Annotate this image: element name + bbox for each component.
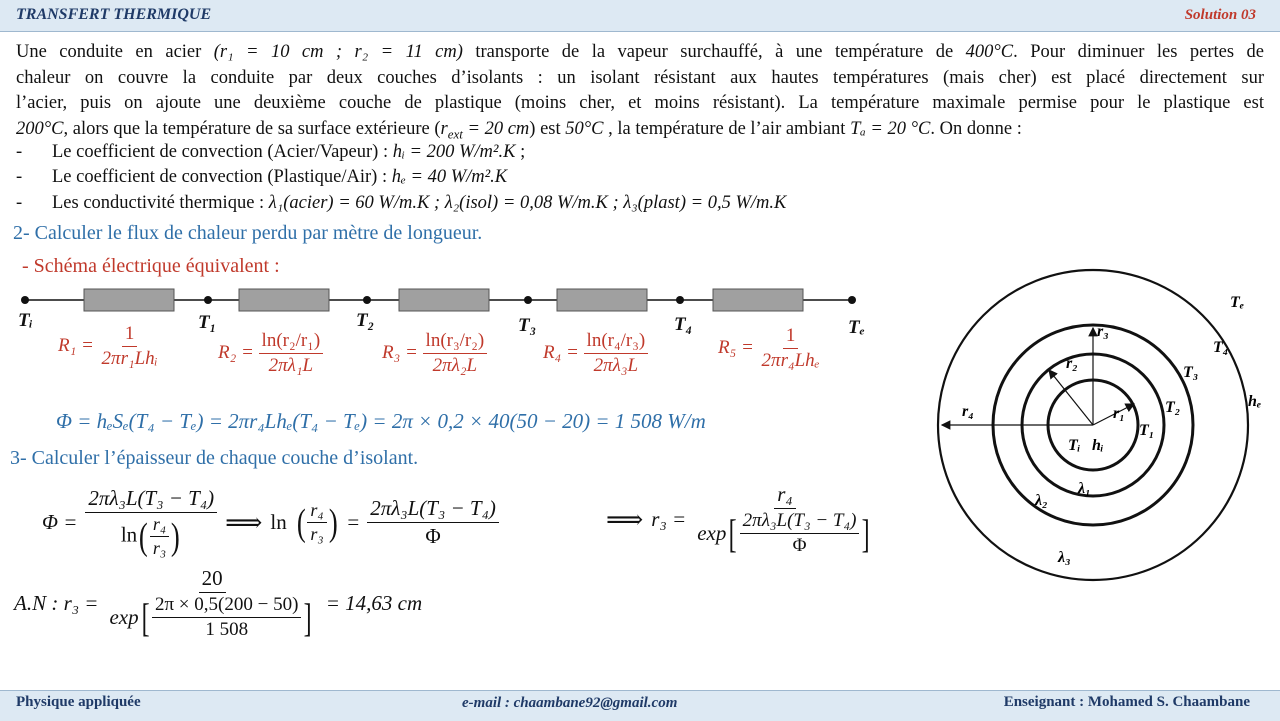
given-label: Le coefficient de convection (Plastique/Air) :	[52, 167, 392, 187]
formula-lhs: R₄ =	[543, 341, 579, 363]
ambient-temperature: Tₐ = 20 °C	[850, 118, 931, 139]
node-t2	[363, 296, 371, 304]
label-r2: r₂	[1066, 355, 1078, 372]
footer-teacher: Enseignant : Mohamed S. Chaambane	[1003, 694, 1250, 710]
implies-arrow: ⟹	[606, 504, 644, 534]
inner-den: 1 508	[205, 619, 249, 640]
statement-text: , alors que la température de sa surface extérieure (	[63, 118, 441, 139]
r-ext-value: = 20 cm	[462, 118, 530, 139]
label-he: hₑ	[1248, 393, 1262, 410]
label-t3: T₃	[1183, 364, 1199, 381]
exp-text: exp	[109, 605, 139, 629]
bullet-dash: -	[16, 193, 23, 213]
r3-den	[694, 509, 876, 557]
formula-r5	[718, 325, 823, 372]
node-label-t2: T₂	[356, 310, 375, 331]
r4-symbol: r₄	[307, 500, 326, 523]
given-value: λ₁(acier) = 60 W/m.K ; λ₂(isol) = 0,08 W/m.K ; λ₃(plast) = 0,5 W/m.K	[268, 193, 787, 213]
an-num: 20	[199, 566, 226, 593]
node-t4	[676, 296, 684, 304]
formula-r1	[58, 323, 161, 370]
label-lambda1: λ₁	[1078, 480, 1091, 497]
ln-text: ln	[270, 510, 287, 534]
derivation-num: 2πλ₃L(T₃ − T₄)	[367, 496, 499, 523]
footer-subject: Physique appliquée	[16, 694, 141, 710]
node-label-t4: T₄	[674, 314, 693, 335]
given-tail: ;	[515, 142, 526, 162]
implies-arrow: ⟹	[225, 507, 263, 537]
steam-temperature: 400°C	[965, 42, 1014, 62]
node-te	[848, 296, 856, 304]
max-plastic-temperature: 200°C	[16, 118, 64, 139]
statement-line-1	[16, 40, 1264, 66]
problem-statement	[16, 40, 1264, 147]
inner-num: 2π × 0,5(200 − 50)	[152, 594, 301, 618]
statement-text: . On donne :	[930, 118, 1022, 139]
an-label: A.N : r₃ =	[14, 591, 99, 615]
equals-sign: =	[347, 510, 360, 534]
r-ext-subscript: ext	[447, 126, 463, 142]
paren-close: )	[170, 515, 180, 558]
statement-line-3: l’acier, puis on ajoute une deuxième couche de plastique (moins cher, et moins résistant). La température maximale permise pour le plastique est	[16, 93, 1264, 113]
r4-symbol: r₄	[150, 514, 169, 537]
formula-lhs: R₁ =	[58, 334, 94, 356]
label-te: Tₑ	[1230, 294, 1245, 311]
label-t4: T₄	[1213, 339, 1229, 356]
exp-text: exp	[697, 521, 727, 545]
given-value: hᵢ = 200 W/m².K	[392, 142, 516, 162]
derivation-den: Φ	[425, 524, 441, 548]
formula-r2	[218, 330, 323, 377]
node-t3	[524, 296, 532, 304]
derivation-equation	[42, 486, 499, 559]
cylinder-cross-section	[930, 260, 1270, 590]
solution-number: Solution 03	[1184, 7, 1256, 23]
given-label: Les conductivité thermique :	[52, 193, 269, 213]
inner-den: Φ	[792, 535, 807, 556]
node-ti	[21, 296, 29, 304]
label-r4: r₄	[962, 403, 974, 420]
formula-lhs: R₅ =	[718, 336, 754, 358]
paren-close: )	[328, 501, 338, 544]
formula-num: ln(r₂/r₁)	[259, 330, 324, 354]
statement-text: , la température de l’air ambiant	[603, 118, 851, 139]
r3-num: r₄	[774, 482, 795, 509]
r3-symbol: r₃	[152, 538, 167, 558]
bullet-dash: -	[16, 142, 23, 162]
formula-den: 2πr₁Lhᵢ	[101, 348, 158, 369]
formula-num: 1	[783, 325, 799, 349]
derivation-num: 2πλ₃L(T₃ − T₄)	[85, 486, 217, 513]
label-hi: hᵢ	[1092, 437, 1104, 454]
given-label: Le coefficient de convection (Acier/Vapeur) :	[52, 142, 393, 162]
bullet-dash: -	[16, 167, 23, 187]
formula-den: 2πλ₁L	[268, 355, 314, 376]
footer-email: e-mail : chaambane92@gmail.com	[462, 695, 678, 711]
formula-num: ln(r₄/r₃)	[584, 330, 649, 354]
equivalent-circuit	[0, 280, 900, 320]
node-label-t3: T₃	[518, 315, 537, 336]
given-item-hi	[16, 142, 525, 163]
node-label-te: Tₑ	[848, 317, 865, 338]
r3-expression	[606, 482, 876, 557]
phi-lhs: Φ =	[42, 510, 78, 534]
flux-equation: Φ = hₑSₑ(T₄ − Tₑ) = 2πr₄Lhₑ(T₄ − Tₑ) = 2π × 0,2 × 40(50 − 20) = 1 508 W/m	[56, 409, 706, 433]
formula-lhs: R₃ =	[382, 341, 418, 363]
an-result: = 14,63 cm	[325, 591, 423, 615]
bracket-close: ]	[304, 594, 313, 640]
label-ti: Tᵢ	[1068, 437, 1081, 454]
formula-den: 2πr₄Lhₑ	[761, 350, 820, 371]
given-item-he	[16, 167, 507, 188]
schema-title: - Schéma électrique équivalent :	[22, 255, 280, 277]
formula-num: ln(r₃/r₂)	[423, 330, 488, 354]
r3-symbol: r₃	[310, 524, 324, 544]
formula-r4	[543, 330, 648, 377]
resistor-r1	[84, 289, 174, 311]
resistor-r2	[239, 289, 329, 311]
question-3: 3- Calculer l’épaisseur de chaque couche d’isolant.	[10, 447, 419, 469]
node-label-ti: Tᵢ	[18, 310, 33, 331]
label-lambda3: λ₃	[1058, 549, 1071, 566]
numerical-application	[14, 566, 422, 641]
statement-text: Une conduite en acier	[16, 42, 214, 62]
paren-open: (	[139, 515, 148, 558]
statement-text: transporte de la vapeur surchauffé, à une température de	[462, 42, 966, 62]
surface-temperature: 50°C	[565, 118, 604, 139]
inner-num: 2πλ₃L(T₃ − T₄)	[740, 510, 860, 534]
bracket-open: [	[141, 594, 150, 640]
node-t1	[204, 296, 212, 304]
given-value: hₑ = 40 W/m².K	[391, 167, 508, 187]
resistor-r4	[557, 289, 647, 311]
header-title: TRANSFERT THERMIQUE	[16, 6, 212, 23]
statement-line-2: chaleur on couvre la conduite par deux couches d’isolants : un isolant résistant aux hautes températures (mais cher) est placé directement sur	[16, 67, 1264, 88]
bracket-open: [	[729, 510, 738, 556]
label-r1: r₁	[1113, 405, 1125, 422]
radii-values: (r₁ = 10 cm ; r₂ = 11 cm)	[213, 42, 463, 62]
an-den	[106, 593, 317, 641]
label-r3: r₃	[1097, 323, 1109, 340]
bracket-close: ]	[862, 510, 871, 556]
question-2: 2- Calculer le flux de chaleur perdu par mètre de longueur.	[13, 222, 483, 244]
formula-r3	[382, 330, 487, 377]
ln-text: ln	[120, 522, 138, 547]
label-lambda2: λ₂	[1035, 492, 1048, 509]
label-t2: T₂	[1165, 399, 1181, 416]
resistor-r3	[399, 289, 489, 311]
derivation-den	[118, 513, 185, 559]
given-item-conductivity	[16, 193, 786, 214]
paren-open: (	[296, 501, 306, 544]
resistor-r5	[713, 289, 803, 311]
formula-den: 2πλ₂L	[432, 355, 478, 376]
formula-lhs: R₂ =	[218, 341, 254, 363]
formula-num: 1	[122, 323, 138, 347]
node-label-t1: T₁	[198, 312, 217, 333]
statement-text: ) est	[529, 118, 566, 139]
r3-lhs: r₃ =	[651, 507, 687, 531]
label-t1: T₁	[1139, 422, 1155, 439]
formula-den: 2πλ₃L	[593, 355, 639, 376]
statement-text: . Pour diminuer les pertes de	[1013, 42, 1264, 62]
r-ext-symbol: r	[440, 118, 448, 139]
